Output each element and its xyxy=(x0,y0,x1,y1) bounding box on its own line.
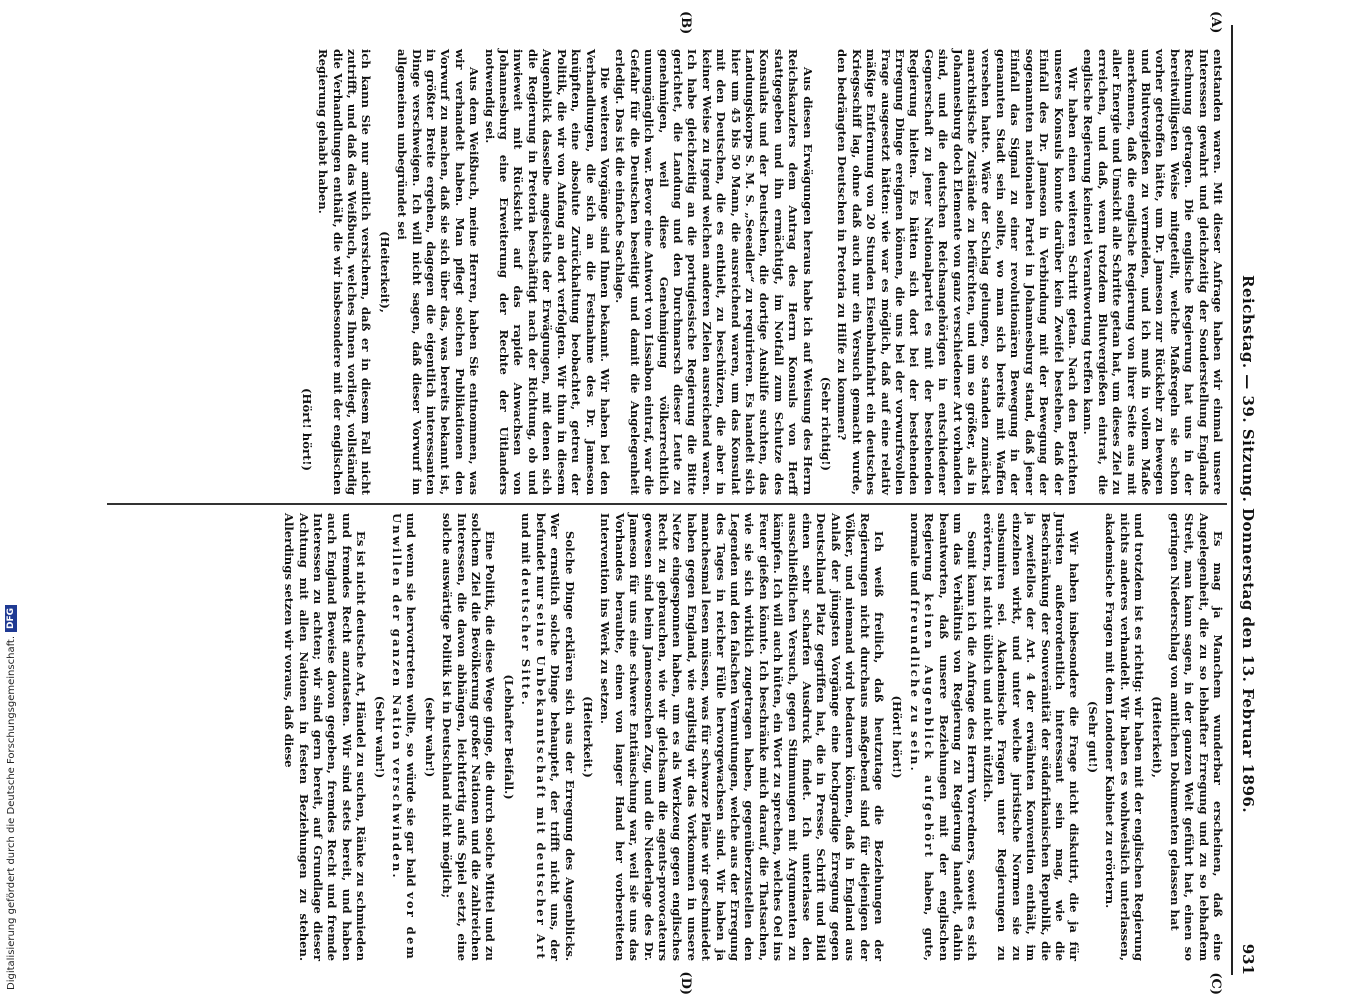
paragraph: ich kann Sie nur amtlich versichern, daß er in diesem Fall nicht zutrifft, und daß das Weißbuch, welches Ihnen vorliegt, vollständig die Verhandlungen enthält, die wir insbesondere mit der englischen Regierung gehabt haben. xyxy=(316,49,374,495)
credit-text: Digitalisierung gefördert durch die Deutsche Forschungsgemeinschaft. xyxy=(5,635,17,990)
paragraph: entstanden waren. Mit dieser Anfrage haben wir einmal unsere Interessen gewahrt und gleichzeitig der Sonderstellung Englands Rechnung getragen. Die englische Regierung hat uns in der bereitwilligsten Weise mitgeteilt, welche Maßregeln sie schon vorher getroffen hätte, um Dr. Jameson zur Rückkehr zu bewegen und Blutvergießen zu vermeiden, und ich muß in vollem Maße anerkennen, daß die englische Regierung von ihrer Seite aus mit aller Energie und Umsicht alle Schritte getan hat, um dieses Ziel zu erreichen, und daß, wenn trotzdem Blutvergießen eintrat, die englische Regierung keinerlei Verantwortung treffen kann. xyxy=(1081,49,1225,495)
margin-marker-c: (C) xyxy=(1208,972,1223,995)
dfg-logo: DFG xyxy=(5,605,17,632)
right-column xyxy=(105,513,1225,961)
text-run: Somit kann ich die Anfrage des Herrn Vorredners, soweit es sich um das Verhältnis von Regierung zu Regierung handelt, dahin beantworten, daß unsere Beziehungen mit der englischen Regierung xyxy=(922,513,980,961)
reaction: (Lebhafter Beifall.) xyxy=(501,674,516,800)
emphasized-text: vor dem Unwillen der ganzen Nation verschwinden. xyxy=(390,513,419,961)
paragraph: und trotzdem ist es richtig: wir haben mit der englischen Regierung nichts anderes verhandelt. Wir haben es wohlweislich unterlassen, akademische Fragen mit dem Londoner Kabinet zu erörtern. xyxy=(1103,513,1146,961)
column-divider xyxy=(107,503,1227,505)
paragraph xyxy=(390,513,419,961)
margin-marker-b: (B) xyxy=(678,11,693,35)
paragraph xyxy=(519,513,577,961)
paragraph: Eine Politik, die diese Wege ginge, die durch solche Mittel und zu solchem Ziel die Bevölkerung großer Nationen und die zahlreichen Interessen, die davon abhängen, leichtfertig aufs Spiel setzt, eine solche auswärtige Politik ist in Deutschland nicht möglich; xyxy=(440,513,498,961)
reaction: (Hört! hört!) xyxy=(299,388,314,471)
text-run: und mit xyxy=(519,513,534,565)
emphasized-text: deutscher Sitte. xyxy=(519,568,534,707)
reaction: (Sehr richtig!) xyxy=(819,376,834,471)
emphasized-text: seine Unbekanntschaft mit deutscher Art xyxy=(533,603,548,961)
paragraph: Wir haben insbesondere die Frage nicht diskutirt, die ja für Juristen außerordentlich interessant sein mag, wie die Beschränkung der Souveränität der südafrikanischen Republik, die ja zweifellos der Art. 4 der erwähnten Konvention enthält, im einzelnen wirkt, und unter welche juristische Normen sie zu subsumiren sei. Akademische Fragen unter Regierungen zu erörtern, ist nicht üblich und nicht nützlich. xyxy=(980,513,1082,961)
reaction: (Hört! hört!) xyxy=(890,695,905,779)
page-number: 931 xyxy=(1239,943,1257,975)
text-run: Solche Dinge erklären sich aus der Erregung des Augenblicks. Wer ernstlich solche Dinge behauptet, der trifft nicht uns, der befundet nur xyxy=(533,513,577,961)
reaction: (Sehr wahr!) xyxy=(372,695,387,779)
paragraph: Die weiteren Vorgänge sind Ihnen bekannt. Wir haben bei den Verhandlungen, die sich an die Festnahme des Dr. Jameson knüpften, eine absolute Zurückhaltung beobachtet, getreu der Politik, die wir von Anfang an dort verfolgten. Wir thun in diesem Augenblick dasselbe angesichts der Erwägungen, mit denen sich die Regierung in Pretoria beschäftigt nach der Richtung, ob und inwieweit mit Rücksicht auf das rapide Anwachsen von Johannesburg eine Erweiterung der Rechte der Uitlanders notwendig sei. xyxy=(482,49,612,495)
reaction: (sehr wahr!) xyxy=(422,696,437,778)
page-header xyxy=(1229,25,1265,975)
paragraph: Aus diesen Erwägungen heraus habe ich auf Weisung des Herrn Reichskanzlers dem Antrag des Herrn Konsuls von Herff stattgegeben und ihn ermächtigt, im Notfall zum Schutze des Konsulats und der Deutschen, die dortige Aushilfe suchten, das Landungskorps S. M. S. „Seeadler“ zu requirieren. Es handelt sich hier um 45 bis 50 Mann, die ausreichend waren, um das Konsulat mit den Deutschen, die es enthielt, zu beschützen, die aber in keiner Weise zu irgend welchen anderen Zielen ausreichend waren. Ich habe gleichzeitig an die portugiesische Regierung die Bitte gerichtet, die Landung und den Durchmarsch dieser Leute zu genehmigen, weil diese Genehmigung völkerrechtlich unumgänglich war. Bevor eine Antwort von Lissabon eintraf, war die Gefahr für die Deutschen beseitigt und damit die Angelegenheit erledigt. Das ist die einfache Sachlage. xyxy=(613,49,815,495)
running-title: Reichstag. — 39. Sitzung. Donnerstag den 13. Februar 1896. xyxy=(1239,275,1257,814)
reaction: (Heiterkeit.) xyxy=(580,696,595,778)
header-rule xyxy=(1231,25,1233,975)
paragraph xyxy=(907,513,979,961)
left-column xyxy=(105,49,1225,495)
text-run: und wenn sie hervortreten wollte, so würde sie gar bald xyxy=(404,513,419,887)
emphasized-text: keinen Augenblick aufgehört xyxy=(922,593,937,860)
reaction: (Heiterkeit), xyxy=(1150,696,1165,778)
margin-marker-a: (A) xyxy=(1208,11,1223,34)
paragraph: Ich weiß freilich, daß heutzutage die Beziehungen der Regierungen nicht durchaus maßgebend sind für diejenigen der Völker, und niemand wird bedauern können, daß in England aus Anlaß der jüngsten Vorgänge eine hochgradige Erregung gegen Deutschland Platz gegriffen hat, die in Presse, Schrift und Bild einen sehr scharfen Ausdruck findet. Ich unterlasse den ausschließlichen Versuch, gegen Stimmungen mit Argumenten zu kämpfen. Ich will auch hüten, ein Wort zu sprechen, welches Oel ins Feuer gießen könnte. Ich beschränke mich darauf, die Thatsachen, wie sie sich wirklich zugetragen haben, gegenüberzustellen den Legenden und den falschen Vermutungen, welche aus der Erregung des Tages in reicher Fülle hervorgewachsen sind. Wir haben ja manchesmal lesen müssen, was für schwarze Pläne wir geschmiedet haben gegen England, wie arglistig wir das Vorkommen in unsere Netze eingesponnen haben, um es als Werkzeug gegen englisches Recht zu gebrauchen, wie wir gleichsam die agents-provocateurs gewesen sind beim Jamesonschen Zug, und die Niederlage des Dr. Jameson für uns eine schwere Enttäuschung war, weil sie uns das Vorhandes beraubte, einen von langer Hand her vorbereiteten Intervention ins Werk zu setzen. xyxy=(598,513,887,961)
emphasized-text: freundliche zu sein. xyxy=(907,599,922,773)
paragraph: Wir haben einen weiteren Schritt getan. Nach den Berichten unseres Konsuls konnte darüber kein Zweifel bestehen, daß der Einfall des Dr. Jameson in Verbindung mit der Bewegung der sogenannten nationalen Partei in Johannesburg stand, daß jener Einfall das Signal zu einer revolutionären Bewegung in der genannten Stadt sein sollte, wo man sich bereits mit Waffen versehen hatte. Wäre der Schlag gelungen, so standen zunächst anarchistische Zustände zu befürchten, und um so größer, als in Johannesburg doch Elemente von ganz verschiedener Art vorhanden sind, und die deutschen Reichsangehörigen in entschiedener Gegnerschaft zu jener Nationalpartei es mit der bestehenden Regierung hielten. Es hätten sich dort bei der bestehenden Erregung Dinge ereignen können, die uns bei der vorwurfsvollen Frage ausgesetzt hätten: wie war es möglich, daß auf eine relativ mäßige Entfernung von 20 Stunden Eisenbahnfahrt ein deutsches Kriegsschiff lag, ohne daß auch nur ein Versuch gemacht wurde, den bedrängten Deutschen in Pretoria zu Hilfe zu kommen? xyxy=(835,49,1080,495)
reaction: (Sehr gut!) xyxy=(1085,700,1100,774)
paragraph: Es mag ja Manchem wunderbar erscheinen, daß eine Angelegenheit, die zu so lebhafter Erregung und zu so lebhaftem Streit, man kann sagen, in der ganzen Welt geführt hat, einen so geringen Niederschlag von amtlichen Dokumenten gelassen hat xyxy=(1167,513,1225,961)
reaction: (Heiterkeit), xyxy=(377,231,392,313)
rotated-page-content xyxy=(85,11,1265,995)
text-run: haben, gute, normale und xyxy=(907,513,937,962)
paragraph: Es ist nicht deutsche Art, Händel zu suchen, Ränke zu schmieden und fremdes Recht anzutasten. Wir sind stets bereit, und haben auch England Beweise davon gegeben, fremdes Recht und fremde Interessen zu achten; wir sind gern bereit, auf Grundlage dieser Achtung mit allen Nationen in festen Beziehungen zu stehen. Allerdings setzen wir voraus, daß diese xyxy=(282,513,369,961)
digitization-credit xyxy=(0,0,22,1000)
paragraph: Aus dem Weißbuch, meine Herren, haben Sie entnommen, was wir verhandelt haben. Man pflegt solchen Publikationen den Vorwurf zu machen, daß sie sich über das, was bereits bekannt ist, in größter Breite ergehen, dagegen die eigentlich interessanten Dinge verschweigen. Ich will nicht sagen, daß dieser Vorwurf im allgemeinen unbegründet sei xyxy=(395,49,482,495)
margin-marker-d: (D) xyxy=(678,971,693,995)
